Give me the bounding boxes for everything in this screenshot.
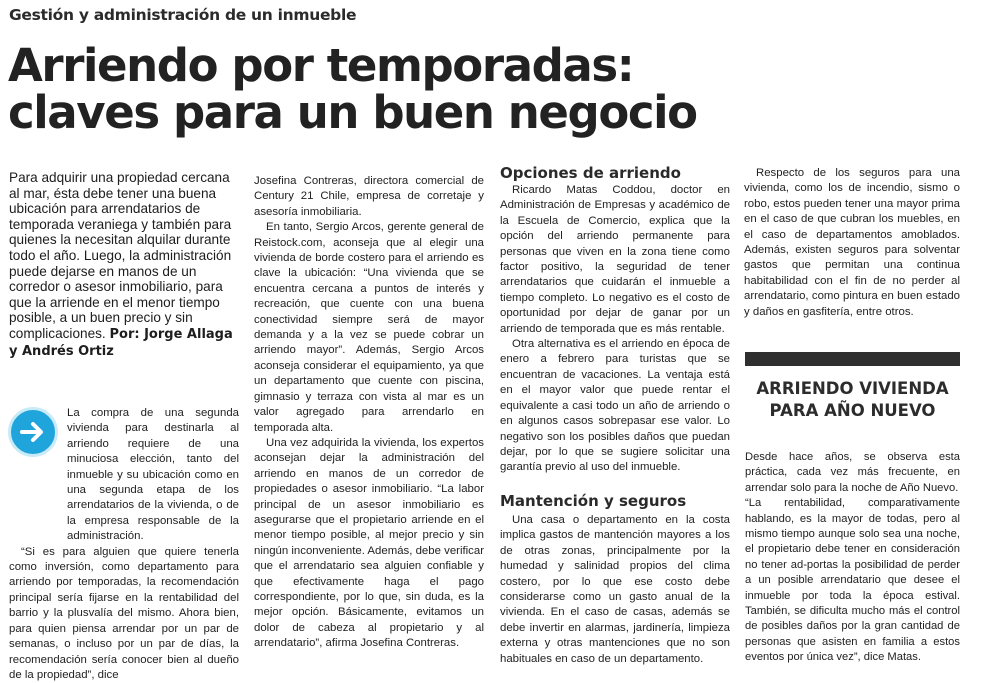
paragraph: Otra alternativa es el arriendo en época de enero a febrero para turistas que se encuentran de vacaciones. La ventaja está en el mayor valor que puede rentar el equivalente a casi todo un año de arriendo o en algunos casos sobrepasar ese valor. Lo negativo son los posibles daños que puedan dejar, por lo que se sugiere solicitar una garantía previo al uso del inmueble.	[500, 338, 730, 474]
headline-line-1: Arriendo por temporadas:	[8, 39, 634, 92]
subheading-mantencion: Mantención y seguros	[500, 492, 687, 510]
sidebar-divider-bar	[745, 352, 960, 366]
paragraph: Una vez adquirida la vivienda, los expertos aconsejan dejar la administración del arriendo en manos de un corredor de propiedades o asesor inmobiliario. “La labor principal de un asesor inmobiliario es asegurarse que el propietario arriende en el menor tiempo posible, al mejor precio y sin ningún inconveniente. Además, debe verificar que el arrendatario sea alguien confiable y que efectivamente haga el pago correspondiente, por lo que, sin duda, es la mejor opción. Básicamente, evitamos un dolor de cabeza al propietario y al arrendatario”, afirma Josefina Contreras.	[254, 436, 484, 650]
sidebar-title: ARRIENDO VIVIENDA PARA AÑO NUEVO	[756, 379, 949, 420]
byline: Por: Jorge Allaga y Andrés Ortiz	[9, 326, 233, 359]
column-3-lower	[500, 513, 730, 667]
column-4	[744, 166, 960, 320]
lede-text: Para adquirir una propiedad cercana al mar, ésta debe tener una buena ubicación para arrendatarios de temporada veraniega y también para quienes la necesitan alquilar durante todo el año. Luego, la administración puede dejarse en manos de un corredor o asesor inmobiliario, para que la arriende en el menor tiempo posible, a un buen precio y sin complicaciones.	[9, 170, 232, 341]
column-3	[500, 183, 730, 476]
sidebar-body	[745, 450, 960, 666]
paragraph: Respecto de los seguros para una vivienda, como los de incendio, sismo o robo, estos pueden tener una mayor prima en el caso de que cubran los muebles, en el caso de departamentos amoblados. Además, existen seguros para solventar gastos que permitan una continua habitabilidad con el fin de no perder al arrendatario, como pintura en buen estado y daños en gasfitería, entre otros.	[744, 167, 960, 318]
lede	[9, 170, 239, 359]
paragraph: Ricardo Matas Coddou, doctor en Administración de Empresas y académico de la Escuela de Comercio, explica que la opción del arriendo permanente para personas que viven en la zona tiene como factor positivo, la seguridad de tener arrendatarios que cuidarán el inmueble a tiempo completo. Lo negativo es el costo de oportunidad por dejar de ganar por un arriendo de temporada que es más rentable.	[500, 184, 730, 335]
paragraph: En tanto, Sergio Arcos, gerente general de Reistock.com, aconseja que al elegir una vivienda de borde costero para el arriendo es clave la ubicación: “Una vivienda que se encuentra cercana a puntos de interés y recreación, que cuente con una buena conectividad siempre será de mayor demanda y a la vez se puede cobrar un arriendo mayor”. Además, Sergio Arcos aconseja considerar el equipamiento, ya que un departamento que cuente con piscina, gimnasio y terraza con vista al mar es un valor agregado para arrendarlo en temporada alta.	[254, 221, 484, 434]
paragraph: Josefina Contreras, directora comercial de Century 21 Chile, empresa de corretaje y asesoría inmobiliaria.	[254, 175, 484, 218]
kicker: Gestión y administración de un inmueble	[9, 6, 357, 24]
paragraph: “Si es para alguien que quiere tenerla como inversión, como departamento para arriendo por temporadas, la recomendación principal sería fijarse en la rentabilidad del barrio y la plusvalía del mismo. Ahora bien, para quien piensa arrendar por un par de semanas, o incluso por un par de días, la recomendación sería conocer bien al dueño de la propiedad”, dice	[9, 545, 239, 681]
subheading-opciones: Opciones de arriendo	[500, 164, 681, 182]
column-2	[254, 174, 484, 652]
paragraph: La compra de una segunda vivienda para destinarla al arriendo requiere de una minuciosa elección, tanto del inmueble y su ubicación como en una segunda etapa de los arrendatarios de la vivienda, o de la empresa responsable de la administración.	[67, 407, 239, 543]
headline	[8, 39, 968, 139]
column-1	[9, 406, 239, 683]
paragraph: Una casa o departamento en la costa implica gastos de mantención mayores a los de otras zonas, principalmente por la humedad y salinidad propios del clima costero, por lo que ese costo debe considerarse como un gasto anual de la vivienda. En el caso de casas, además se debe invertir en alarmas, jardinería, limpieza externa y otras mantenciones que no son habituales en caso de un departamento.	[500, 514, 730, 665]
headline-line-2: claves para un buen negocio	[8, 86, 697, 139]
sidebar-paragraph: Desde hace años, se observa esta práctica, cada vez más frecuente, en arrendar solo para la noche de Año Nuevo.	[745, 451, 960, 494]
sidebar-paragraph: “La rentabilidad, comparativamente hablando, es la mayor de todas, pero al mismo tiempo aunque solo sea una noche, el propietario debe tener en consideración no tener ad-portas la posibilidad de perder a un posible arrendatario que desee el inmueble por toda la época estival. También, se dificulta mucho más el control de posibles daños por la gran cantidad de personas que asisten en familia a estos eventos por única vez”, dice Matas.	[745, 497, 960, 664]
